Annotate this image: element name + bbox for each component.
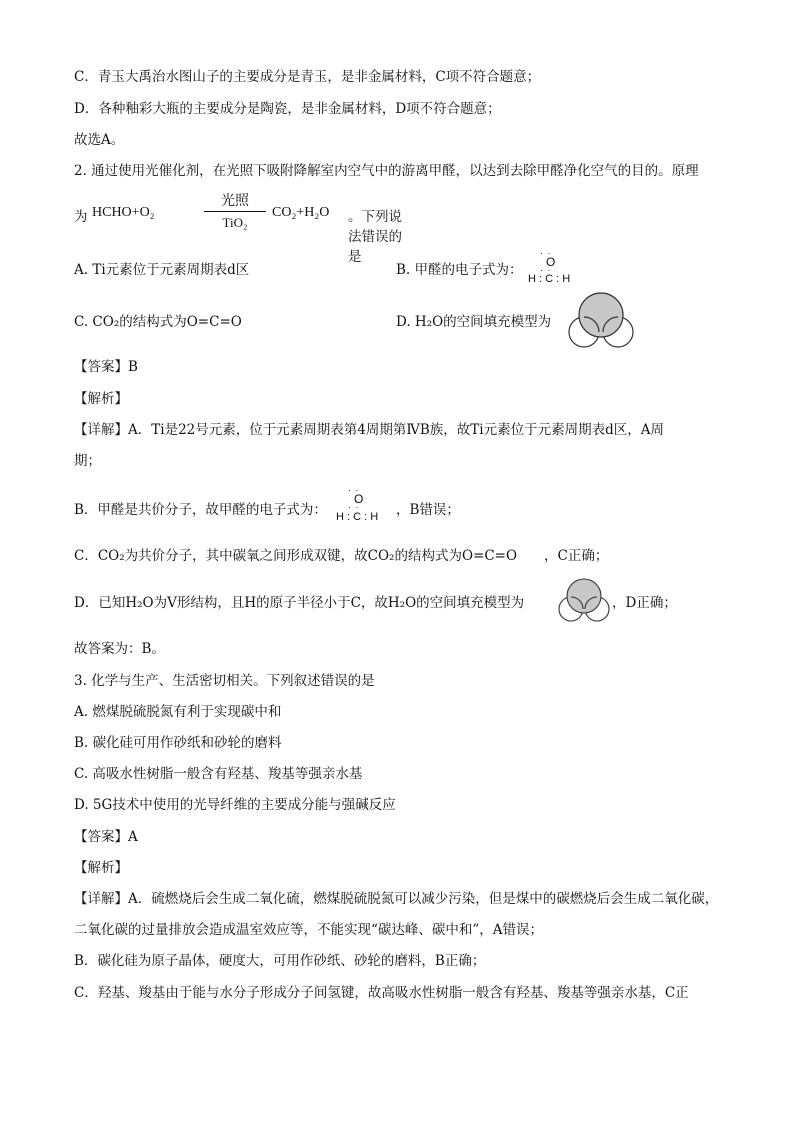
q2-detail-d-post: ，D正确；: [612, 595, 677, 611]
q3-option-b: B. 碳化硅可用作砂纸和砂轮的磨料: [74, 735, 282, 751]
eq-cond-bottom: TiO₂: [222, 215, 248, 230]
q3-detail-c: C．羟基、羧基由于能与水分子形成分子间氢键，故高吸水性树脂一般含有羟基、羧基等强亲水基，C正: [74, 985, 689, 1001]
eq-condition: [202, 192, 268, 231]
q3-detail-a2: 二氧化碳的过量排放会造成温室效应等，不能实现“碳达峰、碳中和”，A错误；: [74, 922, 544, 938]
eq-tail: 。下列说法错误的是: [348, 209, 402, 265]
q3-detail-b: B．碳化硅为原子晶体，硬度大，可用作砂纸、砂轮的磨料，B正确；: [74, 953, 486, 969]
q2-option-a: A. Ti元素位于元素周期表d区: [74, 262, 250, 278]
eq-cond-top: 光照: [221, 193, 249, 209]
eq-products: CO₂+H₂O: [272, 205, 330, 220]
q2-answer: 【答案】B: [74, 359, 138, 375]
q3-option-d: D. 5G技术中使用的光导纤维的主要成分能与强碱反应: [74, 797, 396, 813]
lewis-h-c-h-detail: H : C : H: [336, 511, 379, 523]
q2-option-d: D. H₂O的空间填充模型为: [396, 314, 552, 330]
h2o-space-filling-model-detail: [556, 578, 612, 624]
q2-stem: 2. 通过使用光催化剂，在光照下吸附降解室内空气中的游离甲醛，以达到去除甲醛净化空气的目的。原理: [74, 163, 699, 179]
lewis-o-detail: O: [354, 492, 364, 506]
eq-reactants: HCHO+O₂: [92, 205, 155, 220]
q3-analysis-heading: 【解析】: [74, 860, 128, 876]
q2-detail-d-pre: D．已知H₂O为V形结构，且H的原子半径小于C，故H₂O的空间填充模型为: [74, 595, 525, 611]
q2-option-c: C. CO₂的结构式为O=C=O: [74, 314, 242, 330]
q2-detail-c: C．CO₂为共价分子，其中碳氧之间形成双键，故CO₂的结构式为O=C=O ，C正确；: [74, 548, 609, 564]
q2-detail-b-post: ，B错误；: [396, 502, 460, 518]
h2o-space-filling-model-option: [566, 291, 636, 351]
l2: D．各种釉彩大瓶的主要成分是陶瓷，是非金属材料，D项不符合题意；: [74, 101, 501, 117]
l1: C．青玉大禹治水图山子的主要成分是青玉，是非金属材料，C项不符合题意；: [74, 69, 541, 85]
q2-analysis-heading: 【解析】: [74, 391, 128, 407]
q2-conclusion: 故答案为：B。: [74, 641, 165, 657]
q2-detail-b-pre: B．甲醛是共价分子，故甲醛的电子式为：: [74, 502, 327, 518]
lewis-h-c-h: H : C : H: [528, 273, 571, 285]
q2-equation: [74, 192, 404, 265]
q2-option-b: B. 甲醛的电子式为：: [396, 262, 523, 278]
eq-lead: 为: [74, 209, 88, 225]
lewis-structure-detail: · · O · · H : C : H: [336, 485, 379, 523]
q3-detail-a1: 【详解】A．硫燃烧后会生成二氧化硫，燃煤脱硫脱氮可以减少污染，但是煤中的碳燃烧后会生成二氧化碳，: [74, 891, 719, 907]
q2-detail-a1: 【详解】A．Ti是22号元素，位于元素周期表第4周期第ⅣB族，故Ti元素位于元素周期表d区，A周: [74, 422, 664, 438]
lewis-structure-option-b: · · O · · H : C : H: [528, 248, 571, 285]
q3-stem: 3. 化学与生产、生活密切相关。下列叙述错误的是: [74, 673, 375, 689]
q3-answer: 【答案】A: [74, 829, 138, 845]
q3-option-a: A. 燃煤脱硫脱氮有利于实现碳中和: [74, 704, 282, 720]
lewis-o: O: [546, 255, 556, 269]
q3-option-c: C. 高吸水性树脂一般含有羟基、羧基等强亲水基: [74, 766, 363, 782]
q2-detail-a2: 期；: [74, 453, 101, 469]
l3: 故选A。: [74, 132, 125, 148]
